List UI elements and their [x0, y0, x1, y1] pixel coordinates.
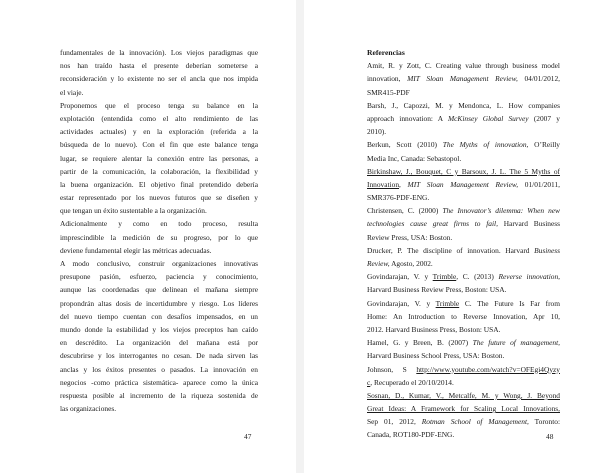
body-text-line: descubrirse y los interrogantes no cesan. De nada sirven las	[60, 351, 258, 361]
reference-line	[367, 72, 560, 85]
reference-text: Harvard Business School Press, USA: Boston.	[367, 351, 505, 361]
reference-line	[367, 323, 560, 336]
body-text-line: A modo conclusivo, construir organizaciones innovativas	[60, 259, 258, 268]
underlined-text: c	[367, 377, 371, 387]
italic-text: Reverse innovation,	[498, 272, 560, 282]
reference-text: Drucker, P. The discipline of innovation. Harvard	[367, 245, 535, 255]
body-text-line: deviene fundamental elegir las métricas adecuadas.	[60, 245, 212, 255]
reference-text: Govindarajan, V. y	[367, 272, 433, 282]
reference-text: Harvard Business	[497, 219, 560, 229]
reference-line	[367, 389, 560, 402]
reference-line	[367, 152, 560, 165]
body-text-line: anclas y los éxitos presentes o pasados. La innovación en	[60, 364, 258, 374]
reference-line	[367, 349, 560, 362]
underlined-text: Birkinshaw, J., Bouquet, C y Barsoux, J. L.	[367, 166, 510, 176]
reference-text: 2012. Harvard Business Press, Boston: USA.	[367, 324, 501, 334]
right-page	[304, 0, 600, 473]
reference-text: 04/01/2012,	[517, 74, 560, 84]
reference-text: 01/01/2011,	[518, 179, 560, 189]
body-text-line: nos han traído hasta el presente deberían someterse a	[60, 61, 258, 71]
reference-line	[367, 336, 560, 349]
reference-line	[367, 415, 560, 428]
italic-text: MIT Sloan Management Review,	[407, 179, 519, 189]
reference-line	[367, 231, 560, 244]
italic-text: Review,	[367, 259, 390, 268]
underlined-text: Trimble	[432, 272, 457, 282]
reference-line	[367, 244, 560, 257]
italic-text: Rotman School of Management,	[421, 417, 529, 427]
reference-text: innovation,	[367, 74, 408, 84]
underlined-text: Sosnan, D., Kumar, V., Metcalfe, M. y Wong, J. Beyond	[367, 390, 560, 400]
underlined-text: The 5 Myths of	[509, 166, 560, 176]
reference-line	[367, 191, 560, 204]
body-text-line: imprescindible la medición de su progreso, por lo que	[60, 232, 258, 242]
body-text-line: la buena organización. El objetivo final pretendido debería	[60, 179, 258, 189]
reference-text: C. The Future Is Far from	[459, 298, 560, 308]
reference-text: Govindarajan, V. y	[367, 298, 436, 308]
body-text-line: el viaje.	[60, 87, 84, 97]
references-column	[367, 46, 560, 442]
left-page	[0, 0, 296, 473]
reference-line	[367, 217, 560, 230]
reference-line	[367, 99, 560, 112]
reference-text: Amit, R. y Zott, C. Creating value through business model	[367, 61, 560, 71]
book-gutter	[296, 0, 304, 473]
underlined-text: Trimble	[435, 298, 460, 308]
body-text-column	[60, 46, 258, 415]
italic-text: McKinsey Global Survey	[447, 113, 529, 123]
italic-text: The Innovator’s dilemma: When new	[442, 206, 560, 216]
body-text-line: que tengan un éxito sustentable a la organización.	[60, 206, 207, 216]
body-text-line: las organizaciones.	[60, 404, 117, 414]
underlined-text: Innovation	[367, 179, 400, 189]
page-number-left: 47	[244, 432, 252, 441]
reference-text: ,	[399, 179, 408, 189]
reference-text: Harvard Business Review Press, Boston: USA.	[367, 285, 507, 295]
reference-line	[367, 204, 560, 217]
body-text-line: presupone pasión, esfuerzo, paciencia y conocimiento,	[60, 272, 258, 282]
reference-line	[367, 112, 560, 125]
reference-line	[367, 138, 560, 151]
reference-text: Sep 01, 2012,	[367, 417, 422, 427]
reference-text: (2007 y	[528, 113, 560, 123]
reference-text: Barsh, J., Capozzi, M. y Mendonca, L. How companies	[367, 100, 560, 110]
reference-text: , C. (2013)	[456, 272, 499, 282]
body-text-line: aunque las coordenadas que delinean el mañana siempre	[60, 285, 258, 295]
reference-line	[367, 402, 560, 415]
reference-line	[367, 376, 560, 389]
body-text-line: Adicionalmente y como en todo proceso, resulta	[60, 219, 258, 229]
body-text-line: del nuevo tiempo cuentan con desafíos impensados, en un	[60, 311, 258, 321]
reference-line	[367, 165, 560, 178]
reference-line	[367, 86, 560, 99]
reference-text: Toronto:	[528, 417, 560, 427]
body-text-line: búsqueda de lo nuevo). Con el fin que este balance tenga	[60, 140, 258, 150]
reference-text: Agosto, 2002.	[389, 259, 433, 268]
reference-text: 2010).	[367, 127, 387, 137]
reference-text: Hamel, G. y Breen, B. (2007)	[367, 338, 473, 348]
reference-line	[367, 283, 560, 296]
page-number-right: 48	[546, 432, 554, 441]
body-text-line: actividades actuales) y en la exploración (referida a la	[60, 127, 258, 137]
body-text-line: mundo donde la estabilidad y los viejos preceptos han caído	[60, 324, 258, 334]
body-text-line: negocios -como práctica sistemática- aparece como la única	[60, 377, 258, 387]
body-text-line: explotación (entendida como el alto rendimiento de las	[60, 113, 258, 123]
references-title: Referencias	[367, 48, 405, 57]
body-text-line: partir de la comunicación, la colaboración, la flexibilidad y	[60, 166, 258, 176]
reference-line	[367, 428, 560, 441]
reference-line	[367, 363, 560, 376]
reference-text: Home: An Introduction to Reverse Innovation, Apr 10,	[367, 311, 560, 321]
reference-line	[367, 178, 560, 191]
underlined-text: Great Ideas: A Framework for Scaling Local Innovations,	[367, 404, 560, 414]
body-text-line: fundamentales de la innovación). Los viejos paradigmas que	[60, 48, 258, 57]
underlined-text: http://www.youtube.com/watch?v=OFEgi4Qyzy	[416, 364, 560, 374]
reference-text: SMR415-PDF	[367, 87, 410, 97]
body-text-line: reconsideración y lo existente no ser el ancla que nos impida	[60, 74, 258, 84]
reference-line	[367, 297, 560, 310]
italic-text: The future of management,	[472, 338, 560, 348]
body-text-line: lugar, se requiere alentar la conexión entre las personas, a	[60, 153, 258, 163]
reference-line	[367, 257, 560, 270]
reference-text: , Recuperado el 20/10/2014.	[370, 377, 454, 387]
body-text-line: respuesta posible al incremento de la riqueza sostenida de	[60, 390, 258, 400]
reference-line	[367, 310, 560, 323]
body-text-line: estar representado por los nuevos futuros que se diseñen y	[60, 193, 258, 203]
reference-text: SMR376-PDF-ENG.	[367, 193, 430, 203]
italic-text: The Myths of innovation,	[442, 140, 529, 150]
reference-line	[367, 125, 560, 138]
reference-text: Review Press, USA: Boston.	[367, 232, 453, 242]
reference-text: approach innovation: A	[367, 113, 448, 123]
reference-line	[367, 59, 560, 72]
italic-text: MIT Sloan Management Review,	[407, 74, 518, 84]
reference-text: Canada, ROT180-PDF-ENG.	[367, 430, 455, 440]
reference-text: Johnson, S	[367, 364, 417, 374]
reference-line	[367, 270, 560, 283]
reference-text: Christensen, C. (2000)	[367, 206, 443, 216]
reference-text: Berkun, Scott (2010)	[367, 140, 443, 150]
body-text-line: Proponemos que el proceso tenga su balance en la	[60, 100, 258, 110]
body-text-line: en descrédito. La organización del mañana está por	[60, 338, 258, 348]
body-text-line: propondrán altas dosis de incertidumbre y riesgo. Los líderes	[60, 298, 258, 308]
italic-text: technologies cause great firms to fail,	[367, 219, 498, 229]
reference-text: Media Inc, Canada: Sebastopol.	[367, 153, 462, 163]
italic-text: Business	[534, 245, 560, 255]
reference-text: O’Reilly	[528, 140, 560, 150]
